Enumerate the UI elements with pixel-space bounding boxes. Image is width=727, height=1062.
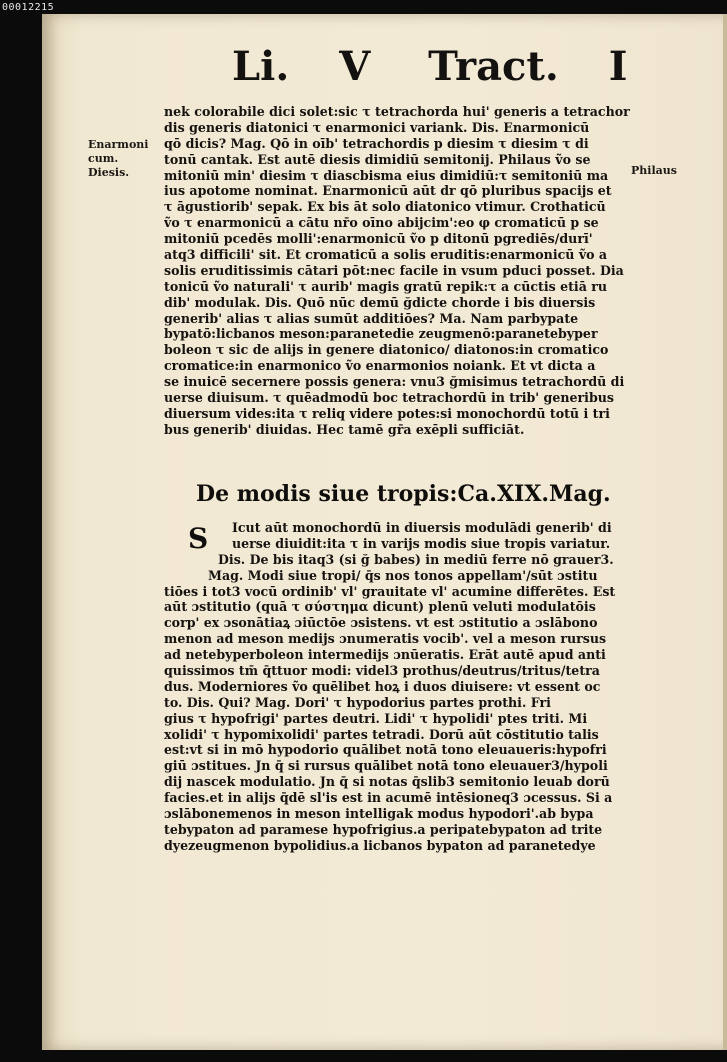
text-line: tonicū ṽo naturali' τ aurib' magis gratū repik:τ a cūctis etiā ru: [164, 278, 608, 294]
text-line: est:vt si in mō hypodorio quālibet notā tono eleuaueris:hypofri: [164, 742, 607, 758]
body-text-block-1: [164, 104, 674, 438]
text-line: uerse diuidit:ita τ in varijs modis siue tropis variatur.: [232, 535, 611, 551]
text-line: aūt ɔstitutio (quā τ σύστημα dicunt) plenū veluti modulatōis: [164, 599, 596, 615]
margin-note-left: [88, 138, 158, 180]
text-line: menon ad meson medijs ɔnumeratis vocib'. vel a meson rursus: [164, 631, 607, 647]
text-line: nek colorabile dici solet:sic τ tetrachorda hui' generis a tetrachor: [164, 104, 630, 119]
text-line: tonū cantak. Est autē diesis dimidiū semitonij. Philaus ṽo se: [164, 151, 591, 167]
text-line: diuersum vides:ita τ reliq videre potes:si monochordū totū i tri: [164, 405, 610, 421]
body-text-block-2: [164, 520, 674, 854]
text-line: to. Dis. Qui? Mag. Dori' τ hypodorius partes prothi. Fri: [164, 694, 551, 710]
text-line: dis generis diatonici τ enarmonici variank. Dis. Enarmonicū: [164, 119, 590, 135]
text-line: bus generib' diuidas. Hec tamē gr̄a exēpli sufficiāt.: [164, 421, 525, 437]
scan-id-label: 00012215: [2, 2, 55, 13]
text-line: xolidi' τ hypomixolidi' partes tetradi. Dorū aūt cōstitutio talis: [164, 726, 599, 742]
text-line: se inuicē secernere possis genera: vnu3 ğmisimus tetrachordū di: [164, 374, 625, 390]
page-edge: [723, 14, 727, 1050]
text-line: ṽo τ enarmonicū a cātu nr̄o oīno abijcim':eo φ cromaticū p se: [164, 215, 599, 231]
text-line: Icut aūt monochordū in diuersis modulādi generib' di: [232, 520, 612, 535]
text-line: giū ɔstitues. Jn q̄ si rursus quālibet notā tono eleuauer3/hypoli: [164, 758, 608, 774]
text-line: dyezeugmenon bypolidius.a licbanos bypaton ad paranetedye: [164, 837, 596, 853]
margin-note-line: Philaus: [631, 164, 677, 177]
running-head-book: Li.: [232, 43, 290, 90]
margin-note-line: cum.: [88, 152, 119, 165]
text-line: gius τ hypofrigi' partes deutri. Lidi' τ hypolidi' ptes triti. Mi: [164, 710, 588, 726]
running-head-number: I: [608, 43, 628, 90]
text-line: qō dicis? Mag. Qō in oīb' tetrachordis p diesim τ diesim τ di: [164, 135, 589, 151]
text-line: corp' ex ɔsonātiaꝝ ɔiūctōe ɔsistens. vt est ɔstitutio a ɔslābono: [164, 615, 598, 631]
text-line: uerse diuisum. τ quēadmodū boc tetrachordū in trib' generibus: [164, 390, 615, 406]
text-line: Mag. Modi siue tropi/ q̄s nos tonos appellam'/sūt ɔstitu: [208, 567, 598, 583]
text-line: dij nascek modulatio. Jn q̄ si notas q̄slib3 semitonio leuab dorū: [164, 774, 610, 790]
chapter-heading: De modis siue tropis:Ca.XIX.Mag.: [196, 481, 611, 507]
text-line: tiōes i tot3 vocū ordinib' vl' grauitate vl' acumine differētes. Est: [164, 583, 616, 599]
text-line: ɔslābonemenos in meson intelligak modus hypodori'.ab bypa: [164, 806, 594, 822]
text-line: dib' modulak. Dis. Quō nūc demū ğdicte chorde i bis diuersis: [164, 294, 596, 310]
text-line: τ āgustiorib' sepak. Ex bis āt solo diatonico vtimur. Crothaticū: [164, 199, 606, 215]
margin-note-line: Diesis.: [88, 166, 130, 179]
text-line: dus. Moderniores ṽo quēlibet hoꝝ i duos diuisere: vt essent oc: [164, 678, 601, 694]
text-line: mitoniū pcedēs molli':enarmonicū ṽo p ditonū pgrediēs/durī': [164, 231, 593, 247]
text-line: generib' alias τ alias sumūt additiōes? Ma. Nam parbypate: [164, 310, 579, 326]
text-line: ad netebyperboleon intermedijs ɔnūeratis. Erāt autē apud anti: [164, 647, 606, 663]
drop-cap-initial: S: [188, 522, 209, 555]
text-line: ius apotome nominat. Enarmonicū aūt dr qō pluribus spacijs et: [164, 183, 612, 199]
running-head: [232, 42, 628, 92]
text-line: facies.et in alijs q̄dē sl'is est in acumē intēsioneq3 ɔcessus. Si a: [164, 790, 613, 806]
text-line: cromatice:in enarmonico ṽo enarmonios noiank. Et vt dicta a: [164, 358, 596, 374]
running-head-label: Tract.: [428, 43, 559, 90]
text-line: tebypaton ad paramese hypofrigius.a peripatebypaton ad trite: [164, 821, 603, 837]
text-line: boleon τ sic de alijs in genere diatonico/ diatonos:in cromatico: [164, 342, 609, 358]
text-line: atq3 difficili' sit. Et cromaticū a solis eruditis:enarmonicū ṽo a: [164, 247, 608, 263]
text-line: bypatō:licbanos meson:paranetedie zeugmenō:paranetebyper: [164, 326, 598, 342]
margin-note-line: Enarmoni: [88, 138, 149, 151]
text-line: mitoniū min' diesim τ diascbisma eius dimidiū:τ semitoniū ma: [164, 167, 609, 183]
running-head-part: V: [339, 43, 371, 90]
text-line: solis eruditissimis cātari pōt:nec facile in vsum pduci posset. Dia: [164, 262, 624, 278]
text-line: quissimos tm̄ q̄ttuor modi: videl3 prothus/deutrus/tritus/tetra: [164, 663, 600, 679]
text-line: Dis. De bis itaq3 (si ğ babes) in mediū ferre nō grauer3.: [218, 551, 614, 567]
